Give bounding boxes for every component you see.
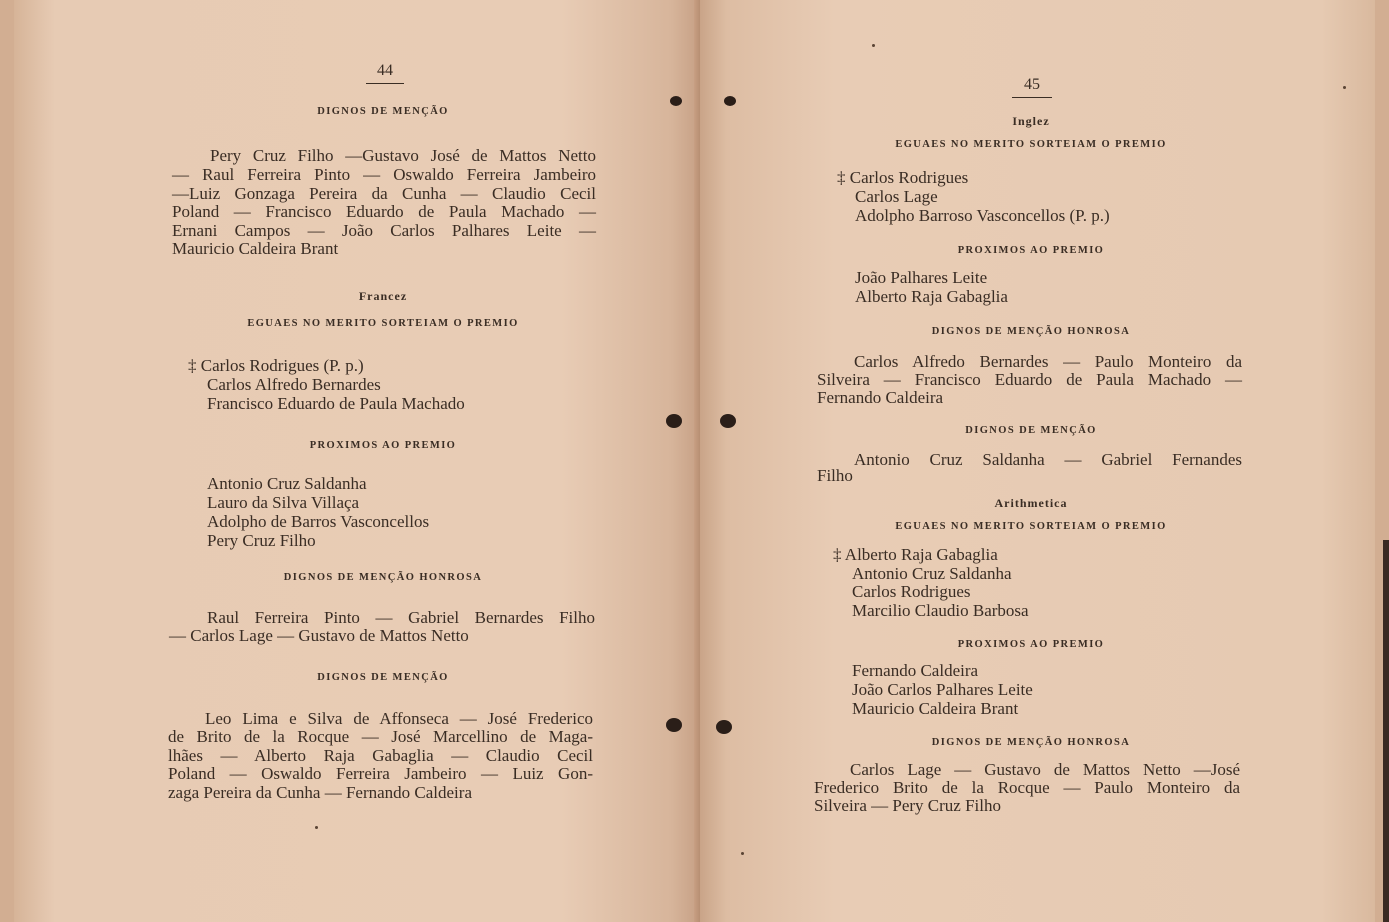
subject-heading-inglez: Inglez: [1012, 114, 1050, 128]
page-number-44: 44: [366, 62, 404, 84]
section-header-eguaes: EGUAES NO MERITO SORTEIAM O PREMIO: [247, 318, 519, 329]
text-line: de Brito de la Rocque — José Marcellino de Maga-: [168, 727, 593, 746]
section-header-mencao: DIGNOS DE MENÇÃO: [965, 425, 1097, 436]
binding-hole: [666, 718, 682, 732]
list-item: Adolpho de Barros Vasconcellos: [207, 512, 430, 531]
text-line: Ernani Campos — João Carlos Palhares Leite —: [172, 221, 596, 240]
section-header-proximos: PROXIMOS AO PREMIO: [957, 245, 1105, 256]
list-item: João Palhares Leite: [855, 268, 988, 287]
binding-hole: [716, 720, 732, 734]
subject-heading-arithmetica: Arithmetica: [994, 496, 1068, 510]
paper-speck: [872, 44, 875, 47]
text-line: Carlos Lage — Gustavo de Mattos Netto —José: [850, 760, 1240, 779]
text-line: lhães — Alberto Raja Gabaglia — Claudio Cecil: [168, 746, 593, 765]
list-item: Carlos Rodrigues: [852, 582, 971, 601]
section-header-proximos: PROXIMOS AO PREMIO: [309, 440, 457, 451]
list-item: Alberto Raja Gabaglia: [855, 287, 1008, 306]
section-header-honrosa: DIGNOS DE MENÇÃO HONROSA: [931, 737, 1131, 748]
list-item: Mauricio Caldeira Brant: [852, 699, 1019, 718]
section-header-proximos: PROXIMOS AO PREMIO: [957, 639, 1105, 650]
section-header-mencao: DIGNOS DE MENÇÃO: [317, 672, 449, 683]
section-header-honrosa: DIGNOS DE MENÇÃO HONROSA: [931, 326, 1131, 337]
cover-edge: [1383, 540, 1389, 922]
text-line: — Carlos Lage — Gustavo de Mattos Netto: [169, 626, 469, 645]
list-item: Carlos Alfredo Bernardes: [207, 375, 381, 394]
binding-hole: [666, 414, 682, 428]
text-line: Filho: [817, 466, 853, 485]
text-line: Leo Lima e Silva de Affonseca — José Frederico: [205, 709, 593, 728]
text-line: Mauricio Caldeira Brant: [172, 239, 339, 258]
paper-speck: [1343, 86, 1346, 89]
left-page: [14, 0, 698, 922]
paper-speck: [741, 852, 744, 855]
text-line: Carlos Alfredo Bernardes — Paulo Monteiro da: [854, 352, 1242, 371]
list-item: Antonio Cruz Saldanha: [852, 564, 1012, 583]
text-line: Antonio Cruz Saldanha — Gabriel Fernandes: [854, 450, 1242, 469]
list-item: Fernando Caldeira: [852, 661, 979, 680]
text-line: Silveira — Francisco Eduardo de Paula Machado —: [817, 370, 1242, 389]
list-item: Antonio Cruz Saldanha: [207, 474, 367, 493]
list-item: ‡ Alberto Raja Gabaglia: [833, 545, 998, 564]
text-line: —Luiz Gonzaga Pereira da Cunha — Claudio Cecil: [172, 184, 596, 203]
section-header-honrosa: DIGNOS DE MENÇÃO HONROSA: [283, 572, 483, 583]
list-item: Marcilio Claudio Barbosa: [852, 601, 1029, 620]
section-header-eguaes: EGUAES NO MERITO SORTEIAM O PREMIO: [895, 139, 1167, 150]
text-line: Raul Ferreira Pinto — Gabriel Bernardes Filho: [207, 608, 595, 627]
binding-hole: [670, 96, 682, 106]
text-line: Pery Cruz Filho —Gustavo José de Mattos Netto: [210, 146, 596, 165]
text-line: zaga Pereira da Cunha — Fernando Caldeira: [168, 783, 472, 802]
list-item: ‡ Carlos Rodrigues (P. p.): [188, 356, 364, 375]
list-item: Adolpho Barroso Vasconcellos (P. p.): [855, 206, 1110, 225]
text-line: Poland — Francisco Eduardo de Paula Machado —: [172, 202, 596, 221]
list-item: Carlos Lage: [855, 187, 938, 206]
text-line: — Raul Ferreira Pinto — Oswaldo Ferreira Jambeiro: [172, 165, 596, 184]
binding-hole: [724, 96, 736, 106]
text-line: Silveira — Pery Cruz Filho: [814, 796, 1001, 815]
list-item: Francisco Eduardo de Paula Machado: [207, 394, 465, 413]
page-number-45: 45: [1012, 76, 1052, 98]
text-line: Fernando Caldeira: [817, 388, 944, 407]
paper-speck: [315, 826, 318, 829]
section-header-dignos-mencao: DIGNOS DE MENÇÃO: [317, 106, 449, 117]
list-item: João Carlos Palhares Leite: [852, 680, 1033, 699]
list-item: Lauro da Silva Villaça: [207, 493, 360, 512]
subject-heading-francez: Francez: [358, 289, 408, 303]
list-item: ‡ Carlos Rodrigues: [837, 168, 969, 187]
text-line: Poland — Oswaldo Ferreira Jambeiro — Luiz Gon-: [168, 764, 593, 783]
list-item: Pery Cruz Filho: [207, 531, 316, 550]
binding-hole: [720, 414, 736, 428]
section-header-eguaes: EGUAES NO MERITO SORTEIAM O PREMIO: [895, 521, 1167, 532]
text-line: Frederico Brito de la Rocque — Paulo Monteiro da: [814, 778, 1240, 797]
right-page: [700, 0, 1375, 922]
